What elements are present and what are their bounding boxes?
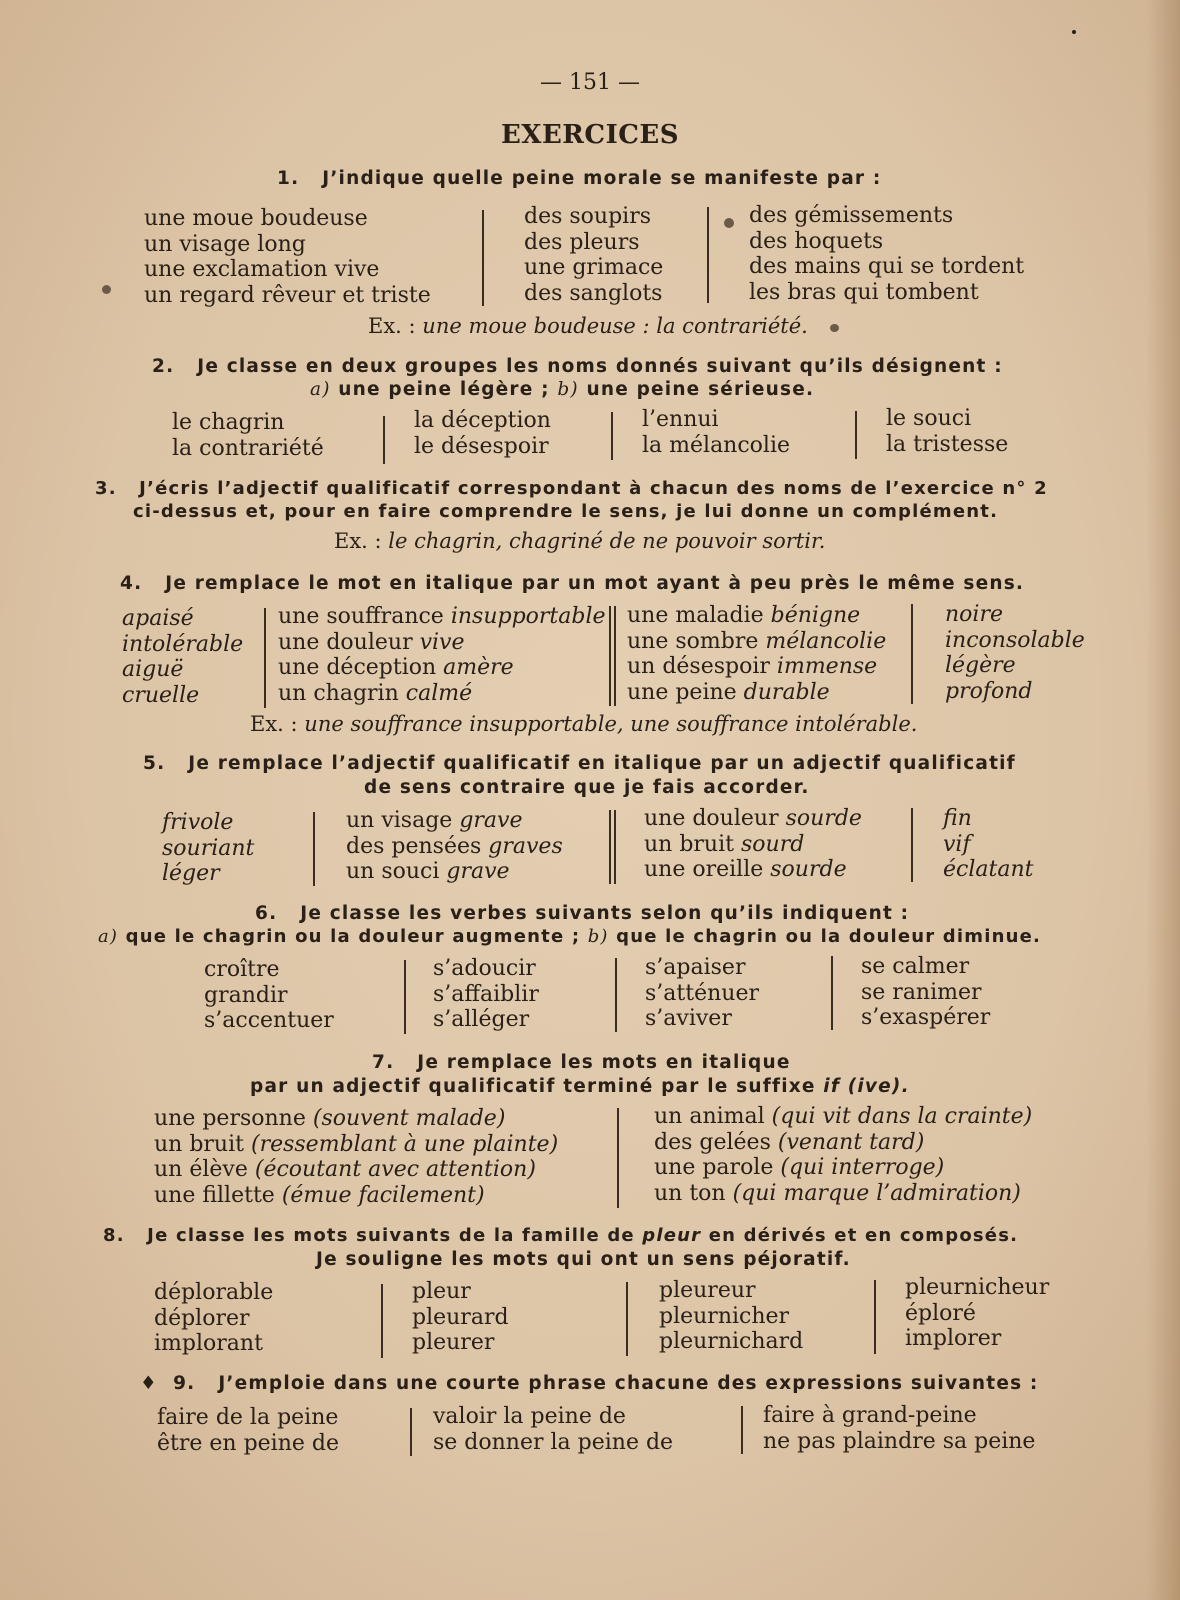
column-divider [615, 958, 617, 1032]
paper-spot [102, 285, 111, 294]
list-item: grandir [204, 982, 288, 1008]
ex6-heading [255, 903, 909, 924]
ex5-column-3 [644, 806, 862, 883]
list-item: la tristesse [886, 431, 1009, 457]
list-item: une grimace [524, 255, 664, 280]
ex5-column-1 [162, 810, 254, 887]
ex7-heading [372, 1052, 791, 1073]
list-item: un visage grave [346, 808, 523, 833]
ex5-number: 5. [143, 753, 166, 774]
ex1-column-1 [144, 206, 431, 308]
ex9-column-2 [433, 1404, 673, 1455]
ex9-column-3 [763, 1403, 1035, 1454]
column-divider [264, 608, 266, 708]
list-item: valoir la peine de [433, 1404, 626, 1429]
column-divider [911, 604, 913, 704]
example-text: une moue boudeuse : la contrariété. [422, 314, 808, 338]
list-item: un chagrin calmé [278, 680, 473, 706]
list-item: un désespoir immense [627, 654, 878, 679]
ex7-column-1 [154, 1106, 558, 1208]
list-item: l’ennui [642, 407, 719, 432]
ex2-column-4 [886, 406, 1008, 457]
list-item: s’adoucir [433, 956, 536, 981]
list-item: des gelées (venant tard) [654, 1129, 925, 1155]
list-item: des hoquets [749, 228, 884, 254]
list-item: pleurnichard [659, 1329, 804, 1354]
ex4-column-2 [278, 604, 606, 706]
list-item: une sombre mélancolie [627, 628, 887, 654]
ex5-column-2 [346, 808, 563, 885]
ex1-instruction: J’indique quelle peine morale se manifeste par : [322, 168, 882, 189]
ex1-number: 1. [277, 168, 300, 189]
option-a-text: une peine légère ; [330, 379, 558, 400]
column-divider [381, 1284, 383, 1358]
list-item: s’exaspérer [861, 1005, 991, 1030]
column-divider [410, 1408, 412, 1456]
ex2-subheading [310, 379, 814, 400]
list-item: déplorer [154, 1305, 250, 1331]
list-item: un regard rêveur et triste [144, 282, 431, 308]
list-item: une oreille sourde [644, 857, 847, 882]
column-divider [614, 810, 616, 884]
list-item: la déception [414, 408, 551, 433]
ex6-column-1 [204, 957, 334, 1034]
list-item: les bras qui tombent [749, 279, 979, 305]
ex2-instruction: Je classe en deux groupes les noms donnés suivant qu’ils désignent : [197, 356, 1003, 377]
list-item: s’apaiser [645, 955, 746, 980]
column-divider [617, 1108, 619, 1208]
list-item: intolérable [122, 631, 244, 657]
paper-spot [1072, 30, 1076, 34]
ex2-column-1 [172, 410, 324, 461]
column-divider [614, 606, 616, 706]
list-item: la mélancolie [642, 432, 791, 458]
ex1-heading [277, 168, 882, 189]
column-divider [383, 416, 385, 464]
ex6-number: 6. [255, 903, 278, 924]
list-item: déplorable [154, 1280, 274, 1305]
list-item: la contrariété [172, 435, 324, 461]
column-divider [626, 1282, 628, 1356]
option-b-text: que le chagrin ou la douleur diminue. [608, 926, 1042, 947]
list-item: un animal (qui vit dans la crainte) [654, 1104, 1033, 1129]
ex8-number: 8. [103, 1225, 125, 1246]
list-item: des pleurs [524, 229, 640, 255]
ex3-heading [95, 478, 1048, 499]
list-item: souriant [162, 835, 255, 861]
list-item: fin [943, 806, 972, 831]
column-divider [482, 210, 484, 306]
list-item: faire de la peine [157, 1405, 339, 1430]
ex1-column-2 [524, 204, 663, 306]
option-a-letter: a) [98, 926, 119, 947]
ex3-number: 3. [95, 478, 117, 499]
ex2-column-2 [414, 408, 551, 459]
ex9-number: 9. [173, 1373, 196, 1394]
ex8-column-4 [905, 1275, 1049, 1352]
list-item: un bruit (ressemblant à une plainte) [154, 1131, 559, 1157]
list-item: frivole [162, 810, 234, 835]
list-item: aiguë [122, 657, 184, 682]
example-text: le chagrin, chagriné de ne pouvoir sortir. [388, 529, 826, 553]
ex2-heading [152, 356, 1003, 377]
ex3-example [334, 529, 825, 553]
ex7-instruction-plain: par un adjectif qualificatif terminé par le suffixe [250, 1076, 824, 1097]
list-item: un souci grave [346, 859, 510, 884]
list-item: pleurer [412, 1330, 495, 1355]
ex4-example [250, 712, 917, 736]
ex7-instruction-suffix: if (ive). [823, 1076, 910, 1097]
list-item: faire à grand-peine [763, 1403, 977, 1428]
ex5-column-4 [943, 806, 1033, 883]
list-item: se calmer [861, 954, 970, 979]
list-item: des soupirs [524, 204, 652, 229]
list-item: pleureur [659, 1278, 756, 1303]
ex1-example [368, 314, 808, 338]
list-item: une moue boudeuse [144, 206, 368, 231]
option-b-letter: b) [557, 379, 579, 400]
ex8-heading: 8. Je classe les mots suivants de la famille de pleur en dérivés et en composés. [103, 1225, 1019, 1246]
list-item: un ton (qui marque l’admiration) [654, 1180, 1021, 1206]
option-b-letter: b) [587, 926, 609, 947]
ex3-instruction-line-1: J’écris l’adjectif qualificatif correspondant à chacun des noms de l’exercice n° 2 [139, 478, 1048, 499]
ex6-instruction-line-1: Je classe les verbes suivants selon qu’ils indiquent : [300, 903, 910, 924]
list-item: s’aviver [645, 1006, 732, 1031]
list-item: se ranimer [861, 979, 982, 1005]
list-item: être en peine de [157, 1430, 339, 1456]
column-divider [911, 808, 913, 882]
column-divider [831, 956, 833, 1030]
list-item: se donner la peine de [433, 1429, 674, 1455]
list-item: le chagrin [172, 410, 285, 435]
ex8-instruction-line-2: Je souligne les mots qui ont un sens péjoratif. [316, 1249, 851, 1270]
ex3-instruction-line-2: ci-dessus et, pour en faire comprendre le sens, je lui donne un complément. [133, 501, 999, 522]
ex6-subheading [98, 926, 1041, 947]
list-item: des pensées graves [346, 833, 563, 859]
list-item: léger [162, 861, 220, 886]
list-item: une maladie bénigne [627, 603, 861, 628]
list-item: un bruit sourd [644, 831, 805, 857]
ex8-column-3 [659, 1278, 803, 1355]
column-divider [313, 812, 315, 886]
page-number: — 151 — [540, 70, 640, 95]
paper-spot [830, 324, 839, 332]
ex9-heading [140, 1373, 1039, 1394]
list-item: apaisé [122, 606, 194, 631]
ex2-column-3 [642, 407, 790, 458]
ex8-keyword: pleur [642, 1225, 702, 1246]
ex5-instruction-line-2: de sens contraire que je fais accorder. [364, 777, 810, 798]
ex6-column-4 [861, 954, 990, 1031]
column-divider [707, 207, 709, 303]
list-item: une parole (qui interroge) [654, 1155, 945, 1180]
column-divider [741, 1406, 743, 1454]
ex4-column-4 [945, 602, 1085, 704]
diamond-icon: ♦ [140, 1373, 158, 1394]
list-item: s’affaiblir [433, 981, 539, 1007]
ex2-number: 2. [152, 356, 175, 377]
list-item: implorer [905, 1326, 1002, 1351]
ex4-column-3 [627, 603, 886, 705]
ex8-column-2 [412, 1279, 509, 1356]
list-item: s’alléger [433, 1007, 530, 1032]
ex7-instruction-line-2 [250, 1076, 910, 1097]
ex4-column-1 [122, 606, 243, 708]
list-item: pleurnicher [659, 1303, 790, 1329]
list-item: un élève (écoutant avec attention) [154, 1157, 536, 1182]
list-item: éploré [905, 1300, 976, 1326]
list-item: s’accentuer [204, 1008, 334, 1033]
example-text: une souffrance insupportable, une souffrance intolérable. [304, 712, 918, 736]
example-prefix: Ex. : [334, 529, 382, 553]
ex9-column-1 [157, 1405, 339, 1456]
list-item: légère [945, 653, 1016, 678]
ex4-instruction: Je remplace le mot en italique par un mot ayant à peu près le même sens. [165, 573, 1025, 594]
example-prefix: Ex. : [368, 314, 416, 338]
list-item: une souffrance insupportable [278, 604, 606, 629]
column-divider [611, 412, 613, 460]
list-item: vif [943, 831, 971, 857]
paper-spot [724, 218, 734, 228]
example-prefix: Ex. : [250, 712, 298, 736]
list-item: des sanglots [524, 280, 663, 306]
list-item: croître [204, 957, 280, 982]
list-item: noire [945, 602, 1003, 627]
list-item: une douleur sourde [644, 806, 862, 831]
ex6-column-3 [645, 955, 759, 1032]
list-item: profond [945, 678, 1033, 704]
list-item: des mains qui se tordent [749, 254, 1025, 279]
list-item: une fillette (émue facilement) [154, 1182, 485, 1208]
ex5-instruction-line-1: Je remplace l’adjectif qualificatif en italique par un adjectif qualificatif [188, 753, 1016, 774]
list-item: s’atténuer [645, 980, 759, 1006]
list-item: un visage long [144, 231, 306, 257]
option-a-letter: a) [310, 379, 331, 400]
ex4-number: 4. [120, 573, 143, 594]
option-a-text: que le chagrin ou la douleur augmente ; [118, 926, 588, 947]
list-item: une personne (souvent malade) [154, 1106, 506, 1131]
column-divider [609, 810, 611, 884]
column-divider [874, 1280, 876, 1354]
ex1-column-3 [749, 203, 1024, 305]
list-item: pleur [412, 1279, 471, 1304]
list-item: inconsolable [945, 627, 1085, 653]
list-item: cruelle [122, 682, 200, 708]
list-item: une douleur vive [278, 629, 465, 655]
column-divider [855, 411, 857, 459]
ex8-column-1 [154, 1280, 273, 1357]
ex7-number: 7. [372, 1052, 395, 1073]
ex9-instruction: J’emploie dans une courte phrase chacune des expressions suivantes : [218, 1373, 1039, 1394]
list-item: implorant [154, 1331, 263, 1356]
list-item: le désespoir [414, 433, 549, 459]
ex7-column-2 [654, 1104, 1032, 1206]
page-title: EXERCICES [500, 120, 680, 150]
list-item: pleurnicheur [905, 1275, 1050, 1300]
list-item: ne pas plaindre sa peine [763, 1428, 1036, 1454]
list-item: le souci [886, 406, 972, 431]
ex5-heading [143, 753, 1016, 774]
ex6-column-2 [433, 956, 539, 1033]
list-item: une exclamation vive [144, 257, 380, 282]
list-item: éclatant [943, 857, 1034, 882]
page-edge-shadow [1146, 0, 1180, 1600]
list-item: une peine durable [627, 679, 830, 705]
list-item: des gémissements [749, 203, 954, 228]
ex4-heading [120, 573, 1024, 594]
column-divider [609, 606, 611, 706]
column-divider [404, 960, 406, 1034]
list-item: pleurard [412, 1304, 509, 1330]
list-item: une déception amère [278, 655, 514, 680]
option-b-text: une peine sérieuse. [578, 379, 815, 400]
ex7-instruction-line-1: Je remplace les mots en italique [417, 1052, 791, 1073]
